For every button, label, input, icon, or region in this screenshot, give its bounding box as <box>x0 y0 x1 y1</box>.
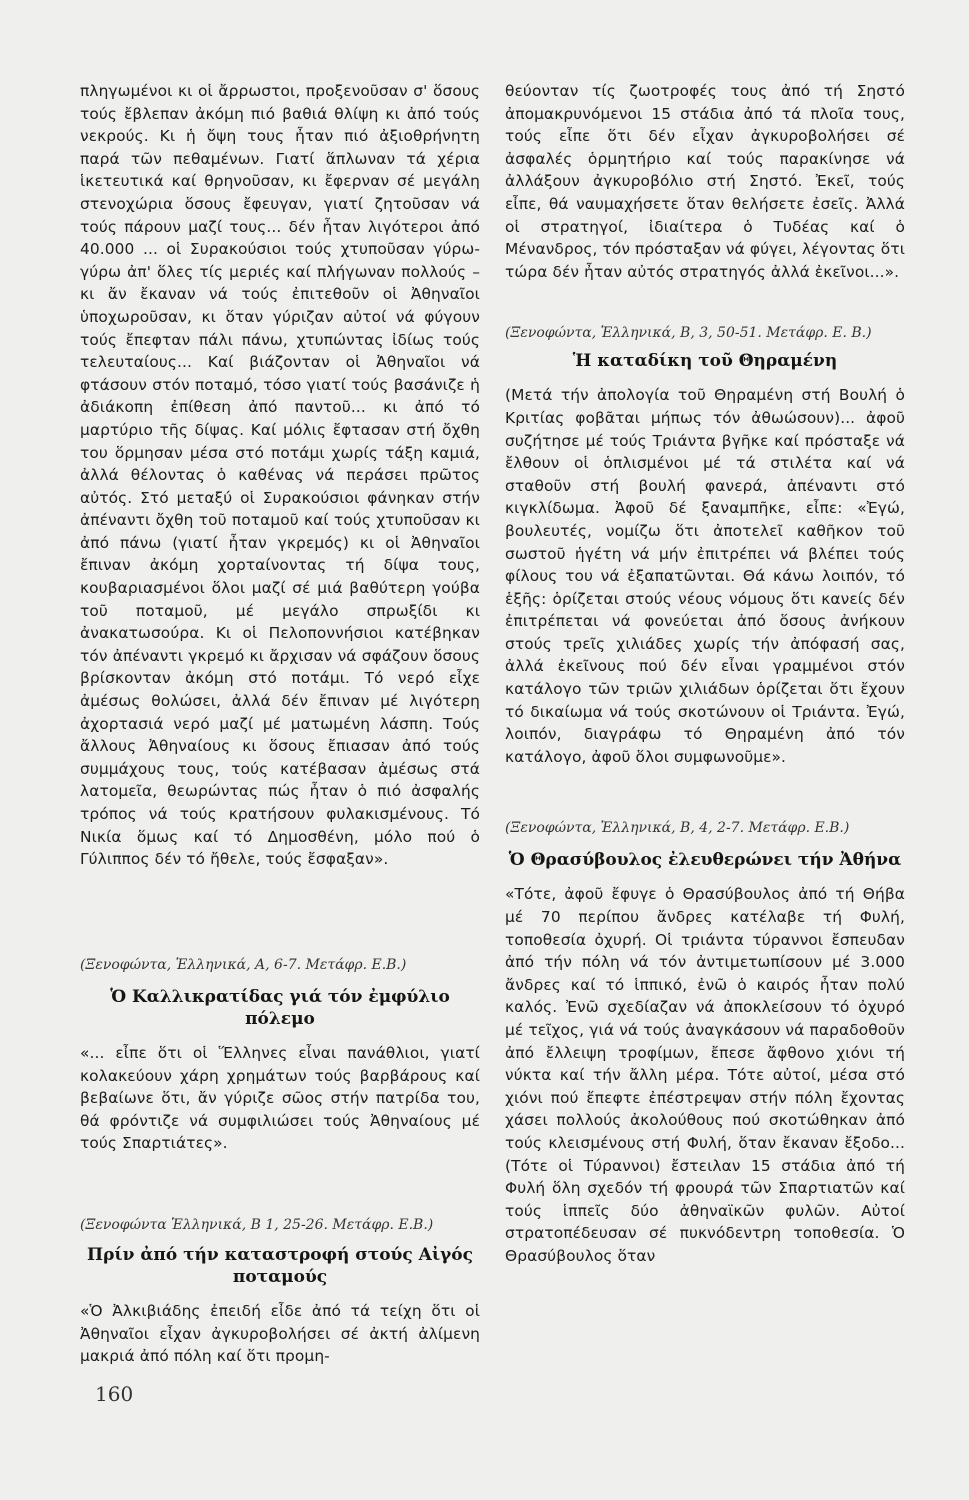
left-heading-2: Πρίν ἀπό τήν καταστροφή στούς Αἰγός ποταμούς <box>87 1244 473 1287</box>
right-column <box>505 80 905 1268</box>
left-paragraph-2: «Ὁ Ἀλκιβιάδης ἐπειδή εἶδε ἀπό τά τείχη ὅτι οἱ Ἀθηναῖοι εἶχαν ἀγκυροβολήσει σέ ἀκτή ἀλίμενη μακριά ἀπό πόλη καί ὅτι προμη- <box>80 1301 480 1366</box>
right-heading-2: Ὁ Θρασύβουλος ἐλευθερώνει τήν Ἀθήνα <box>508 850 902 871</box>
page-number: 160 <box>95 1382 134 1406</box>
right-heading-1: Ἡ καταδίκη τοῦ Θηραμένη <box>572 351 838 372</box>
left-citation-1: (Ξενοφώντα, Ἑλληνικά, Α, 6-7. Μετάφρ. Ε.Β.) <box>80 957 407 973</box>
right-citation-1: (Ξενοφώντα, Ἑλληνικά, Β, 3, 50-51. Μετάφρ. Ε. Β.) <box>505 325 872 342</box>
right-paragraph-1: (Μετά τήν ἀπολογία τοῦ Θηραμένη στή Βουλή ὁ Κριτίας φοβᾶται μήπως τόν ἀθωώσουν)... ἀφοῦ συζήτησε μέ τούς Τριάντα βγῆκε καί πρόσταξε νά ἔλθουν οἱ ὁπλισμένοι μέ τά στιλέτα καί νά σταθοῦν στή βουλή φανερά, ἀπέναντι στό κιγκλίδωμα. Ἀφοῦ δέ ξαναμπῆκε, εἶπε: «Ἐγώ, βουλευτές, νομίζω ὅτι ἀποτελεῖ καθῆκον τοῦ σωστοῦ ἡγέτη νά μήν ἐπιτρέπει νά βλέπει τούς φίλους του νά ἐξαπατῶνται. Θά κάνω λοιπόν, τό ἑξῆς: ὁρίζεται στούς νέους νόμους ὅτι κανείς δέν ἐπιτρέπεται νά φονεύεται ἀπό ὅσους ἀνήκουν στούς τρεῖς χιλιάδες χωρίς τήν ἀπόφασή σας, ἀλλά ἐκεῖνους πού δέν εἶναι γραμμένοι στόν κατάλογο τῶν τριῶν χιλιάδων ὁρίζεται ὅτι ἔχουν τό δικαίωμα νά τούς σκοτώνουν οἱ Τριάντα. Ἐγώ, λοιπόν, διαγράφω τό Θηραμένη ἀπό τόν κατάλογο, ἀφοῦ ὅλοι συμφωνοῦμε». <box>505 386 905 766</box>
left-column <box>80 80 480 1368</box>
right-intro-paragraph: θεύονταν τίς ζωοτροφές τους ἀπό τή Σηστό ἀπομακρυνόμενοι 15 στάδια ἀπό τά πλοῖα τους, τούς εἶπε ὅτι δέν εἶχαν ἀγκυροβολήσει σέ ἀσφαλές ὁρμητήριο καί τούς παρακίνησε νά ἀλλάξουν ἀγκυροβόλιο στή Σηστό. Ἐκεῖ, τούς εἶπε, θά ναυμαχήσετε ὅταν θελήσετε ἐσεῖς. Ἀλλά οἱ στρατηγοί, ἰδιαίτερα ὁ Τυδέας καί ὁ Μένανδρος, τόν πρόσταξαν νά φύγει, λέγοντας ὅτι τώρα δέν ἦταν αὐτός στρατηγός ἀλλά ἐκεῖνοι...». <box>505 82 905 281</box>
right-citation-2: (Ξενοφώντα, Ἑλληνικά, Β, 4, 2-7. Μετάφρ. Ε.Β.) <box>505 820 850 837</box>
right-paragraph-2: «Τότε, ἀφοῦ ἔφυγε ὁ Θρασύβουλος ἀπό τή Θήβα μέ 70 περίπου ἄνδρες κατέλαβε τή Φυλή, τοποθεσία ὀχυρή. Οἱ τριάντα τύραννοι ἔσπευδαν ἀπό τήν πόλη νά τόν ἀντιμετωπίσουν μέ 3.000 ἄνδρες καί τό ἱππικό, ἐνῶ ὁ καιρός ἦταν πολύ καλός. Ἐνῶ σχεδίαζαν νά ἀποκλείσουν τό ὀχυρό μέ τεῖχος, γιά νά τούς ἀναγκάσουν νά παραδοθοῦν ἀπό ἔλλειψη τροφίμων, ἔπεσε ἄφθονο χιόνι τή νύκτα καί τήν ἄλλη μέρα. Τότε αὐτοί, μέσα στό χιόνι πού ἔπεφτε ἐπέστρεψαν στήν πόλη ἔχοντας χάσει πολλούς ἀκολούθους πού σκοτώθηκαν ἀπό τούς κλεισμένους στή Φυλή, ὅταν ἔκαναν ἔξοδο... (Τότε οἱ Τύραννοι) ἔστειλαν 15 στάδια ἀπό τή Φυλή ὅλη σχεδόν τή φρουρά τῶν Σπαρτιατῶν καί τούς ἱππεῖς δύο ἀθηναϊκῶν φυλῶν. Αὐτοί στρατοπέδευσαν σέ πυκνόδεντρη τοποθεσία. Ὁ Θρασύβουλος ὅταν <box>505 885 905 1265</box>
left-heading-1: Ὁ Καλλικρατίδας γιά τόν ἐμφύλιο πόλεμο <box>110 987 450 1029</box>
left-paragraph-1: «... εἶπε ὅτι οἱ Ἕλληνες εἶναι πανάθλιοι, γιατί κολακεύουν χάρη χρημάτων τούς βαρβάρους καί βεβαίωνε ὅτι, ἄν γύριζε σῶος στήν πατρίδα του, θά φρόντιζε νά συμφιλιώσει τούς Ἀθηναίους μέ τούς Σπαρτιάτες». <box>80 1044 480 1153</box>
left-intro-paragraph: πληγωμένοι κι οἱ ἄρρωστοι, προξενοῦσαν σ' ὅσους τούς ἔβλεπαν ἀκόμη πιό βαθιά θλίψη κι ἀπό τούς νεκρούς. Κι ἡ ὄψη τους ἦταν πιό ἀξιοθρήνητη παρά τῶν πεθαμένων. Γιατί ἅπλωναν τά χέρια ἱκετευτικά καί θρηνοῦσαν, κι ἔφερναν σέ μεγάλη στενοχώρια ὅσους ἔφευγαν, γιατί ζητοῦσαν νά τούς πάρουν μαζί τους... δέν ἦταν λιγότεροι ἀπό 40.000 ... οἱ Συρακούσιοι τούς χτυποῦσαν γύρω-γύρω ἀπ' ὅλες τίς μεριές καί πλήγωναν πολλούς – κι ἄν ἔκαναν νά τούς ἐπιτεθοῦν οἱ Ἀθηναῖοι ὑποχωροῦσαν, κι ὅταν γύριζαν αὐτοί νά φύγουν τούς ἔπεφταν πάλι πάνω, χτυπώντας ἰδίως τούς τελευταίους... Καί βιάζονταν οἱ Ἀθηναῖοι νά φτάσουν στόν ποταμό, τόσο γιατί τούς βασάνιζε ἡ ἀδιάκοπη ἐπίθεση ἀπό παντοῦ... κι ἀπό τό μαρτύριο τῆς δίψας. Καί μόλις ἔφτασαν στή ὄχθη του ὅρμησαν μέσα στό ποτάμι χωρίς τάξη καμιά, ἀλλά θέλοντας ὁ καθένας νά περάσει πρῶτος αὐτός. Στό μεταξύ οἱ Συρακούσιοι φάνηκαν στήν ἀπέναντι ὄχθη τοῦ ποταμοῦ καί τούς χτυποῦσαν κι ἀπό πάνω (γιατί ἦταν γκρεμός) κι οἱ Ἀθηναῖοι ἔπιναν ἀκόμη χορταίνοντας τή δίψα τους, κουβαριασμένοι ὅλοι μαζί σέ μιά βαθύτερη γούβα τοῦ ποταμοῦ, μέ μεγάλο σπρωξίδι κι ἀνακατωσούρα. Κι οἱ Πελοποννήσιοι κατέβηκαν τόν ἀπέναντι γκρεμό κι ἄρχισαν νά σφάζουν ὅσους βρίσκονταν ἀκόμη στό ποτάμι. Τό νερό εἶχε ἀμέσως θολώσει, ἀλλά δέν ἔπιναν μέ λιγότερη ἀχορτασιά νερό μαζί μέ ματωμένη λάσπη. Τούς ἄλλους Ἀθηναίους κι ὅσους ἔπιασαν ἀπό τούς συμμάχους τους, τούς κατέβασαν ἀμέσως στά λατομεῖα, θεωρώντας πώς ἦταν ὁ πιό ἀσφαλής τρόπος νά τούς κρατήσουν φυλακισμένους. Τό Νικία ὅμως καί τό Δημοσθένη, μόλο πού ὁ Γύλιππος δέν τό ἤθελε, τούς ἔσφαξαν». <box>80 82 480 869</box>
left-citation-2: (Ξενοφώντα Ἑλληνικά, Β 1, 25-26. Μετάφρ. Ε.Β.) <box>80 1216 434 1233</box>
